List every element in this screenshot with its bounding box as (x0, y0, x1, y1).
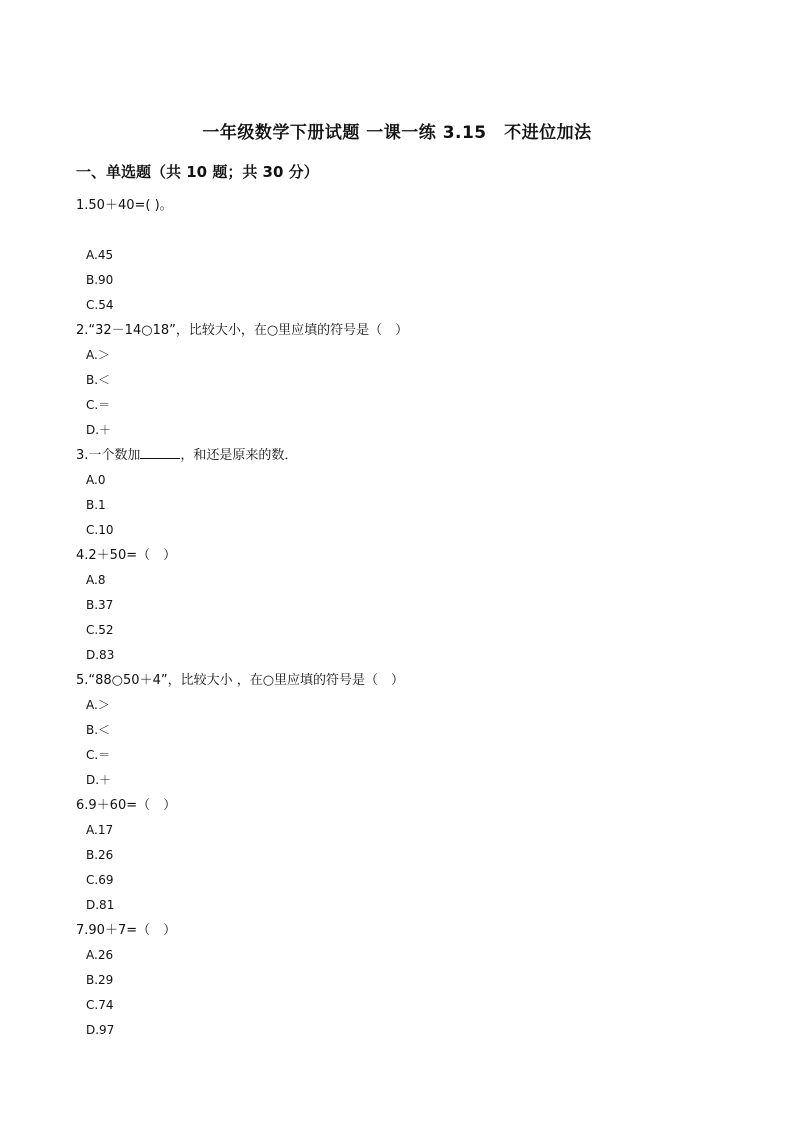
answer-blank (140, 444, 180, 459)
question-7: 7.90＋7=（ ） (76, 923, 177, 938)
question-3-text-before: 3.一个数加 (76, 448, 141, 463)
q1-option-b[interactable]: B.90 (86, 273, 114, 287)
q7-option-d[interactable]: D.97 (86, 1023, 115, 1037)
q6-option-b[interactable]: B.26 (86, 848, 114, 862)
question-4: 4.2＋50=（ ） (76, 548, 177, 563)
q7-option-b[interactable]: B.29 (86, 973, 114, 987)
section-heading: 一、单选题（共 10 题；共 30 分） (76, 163, 319, 181)
q2-option-d[interactable]: D.＋ (86, 423, 112, 437)
question-3 (76, 443, 726, 468)
q6-option-d[interactable]: D.81 (86, 898, 115, 912)
q7-option-c[interactable]: C.74 (86, 998, 114, 1012)
question-1: 1.50＋40=( )。 (76, 198, 173, 213)
question-6: 6.9＋60=（ ） (76, 798, 177, 813)
q3-option-b[interactable]: B.1 (86, 498, 106, 512)
q5-option-a[interactable]: A.＞ (86, 698, 110, 712)
q2-option-b[interactable]: B.＜ (86, 373, 111, 387)
q2-option-a[interactable]: A.＞ (86, 348, 110, 362)
page-title: 一年级数学下册试题 一课一练 3.15 不进位加法 (202, 123, 592, 143)
q7-option-a[interactable]: A.26 (86, 948, 114, 962)
q4-option-d[interactable]: D.83 (86, 648, 115, 662)
q3-option-c[interactable]: C.10 (86, 523, 114, 537)
q6-option-c[interactable]: C.69 (86, 873, 114, 887)
q2-option-c[interactable]: C.＝ (86, 398, 111, 412)
question-list (76, 193, 726, 1043)
question-3-text-after: ，和还是原来的数． (180, 448, 298, 463)
q4-option-a[interactable]: A.8 (86, 573, 106, 587)
q4-option-b[interactable]: B.37 (86, 598, 114, 612)
q5-option-d[interactable]: D.＋ (86, 773, 112, 787)
q5-option-c[interactable]: C.＝ (86, 748, 111, 762)
question-5: 5.“88○50＋4”，比较大小 ，在○里应填的符号是（ ） (76, 673, 405, 688)
q3-option-a[interactable]: A.0 (86, 473, 106, 487)
q1-option-a[interactable]: A.45 (86, 248, 114, 262)
q1-option-c[interactable]: C.54 (86, 298, 114, 312)
q6-option-a[interactable]: A.17 (86, 823, 114, 837)
q4-option-c[interactable]: C.52 (86, 623, 114, 637)
q5-option-b[interactable]: B.＜ (86, 723, 111, 737)
question-2: 2.“32－14○18”，比较大小，在○里应填的符号是（ ） (76, 323, 409, 338)
